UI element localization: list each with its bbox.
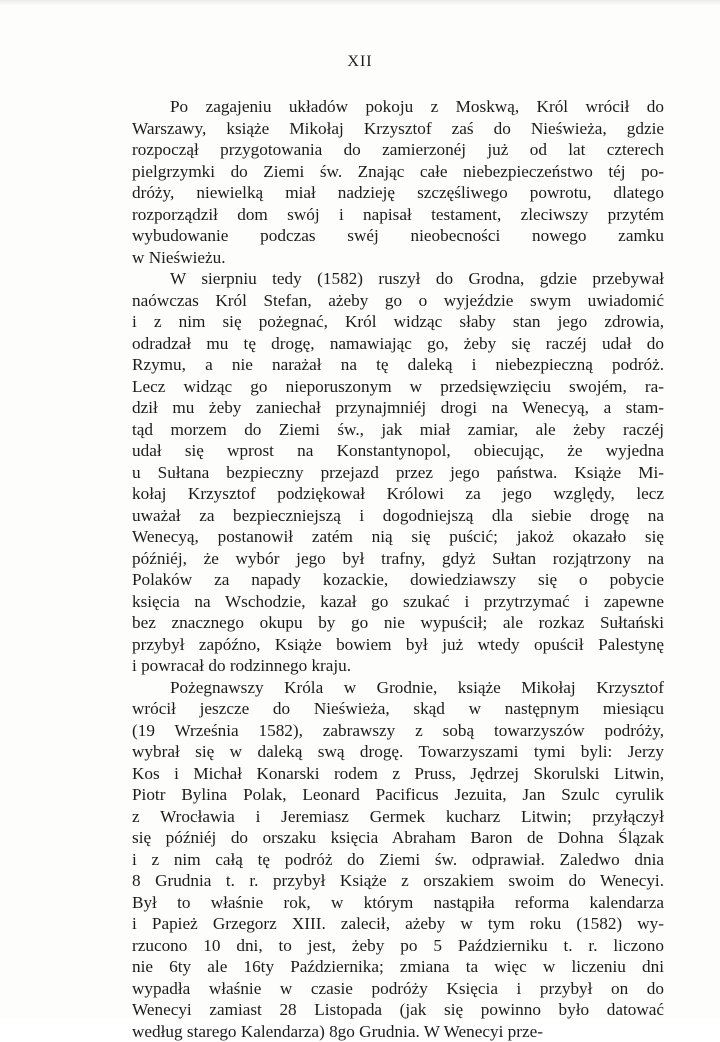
page-number: XII — [0, 53, 720, 71]
text-line: późniéj, że wybór jego był trafny, gdyż Sułtan rozjątrzony na — [132, 548, 664, 570]
text-line: uważał za bezpieczniejszą i dogodniejszą dla siebie drogę na — [132, 505, 664, 527]
text-line: Był to właśnie rok, w którym nastąpiła reforma kalendarza — [132, 892, 664, 914]
text-line: Po zagajeniu układów pokoju z Moskwą, Król wrócił do — [132, 96, 664, 118]
text-line: rozporządził dom swój i napisał testament, zleciwszy przytém — [132, 204, 664, 226]
text-line: Kos i Michał Konarski rodem z Pruss, Jędrzej Skorulski Litwin, — [132, 763, 664, 785]
text-line: udał się wprost na Konstantynopol, obiecując, że wyjedna — [132, 440, 664, 462]
scan-edge — [0, 0, 720, 6]
paragraph — [132, 96, 664, 268]
text-line: odradzał mu tę drogę, namawiając go, żeby się raczéj udał do — [132, 333, 664, 355]
text-line: w Nieświeżu. — [132, 247, 664, 269]
text-line: Pożegnawszy Króla w Grodnie, książe Mikołaj Krzysztof — [132, 677, 664, 699]
text-line: u Sułtana bezpieczny przejazd przez jego państwa. Książe Mi- — [132, 462, 664, 484]
paragraph — [132, 677, 664, 1042]
text-line: Polaków za napady kozackie, dowiedziawszy się o pobycie — [132, 569, 664, 591]
text-line: Wenecyi zamiast 28 Listopada (jak się powinno było datować — [132, 999, 664, 1021]
text-line: nie 6ty ale 16ty Października; zmiana ta więc w liczeniu dni — [132, 956, 664, 978]
text-line: i z nim się pożegnać, Król widząc słaby stan jego zdrowia, — [132, 311, 664, 333]
text-line: wypadła właśnie w czasie podróży Księcia i przybył on do — [132, 978, 664, 1000]
text-line: się późniéj do orszaku księcia Abraham Baron de Dohna Ślązak — [132, 827, 664, 849]
text-line: wybudowanie podczas swéj nieobecności nowego zamku — [132, 225, 664, 247]
text-line: bez znacznego okupu by go nie wypuścił; ale rozkaz Sułtański — [132, 612, 664, 634]
text-line: rzucono 10 dni, to jest, żeby po 5 Październiku t. r. liczono — [132, 935, 664, 957]
text-line: tąd morzem do Ziemi św., jak miał zamiar, ale żeby raczéj — [132, 419, 664, 441]
text-line: Lecz widząc go nieporuszonym w przedsięwzięciu swojém, ra- — [132, 376, 664, 398]
text-line: Rzymu, a nie narażał na tę daleką i niebezpieczną podróż. — [132, 354, 664, 376]
text-line: dził mu żeby zaniechał przynajmniéj drogi na Wenecyą, a stam- — [132, 397, 664, 419]
text-line: Wenecyą, postanowił zatém nią się puścić; jakoż okazało się — [132, 526, 664, 548]
text-line: 8 Grudnia t. r. przybył Książe z orszakiem swoim do Wenecyi. — [132, 870, 664, 892]
text-line: dróży, niewielką miał nadzieję szczęśliwego powrotu, dlatego — [132, 182, 664, 204]
paragraph — [132, 268, 664, 677]
text-line: (19 Września 1582), zabrawszy z sobą towarzyszów podróży, — [132, 720, 664, 742]
text-line: Piotr Bylina Polak, Leonard Pacificus Jezuita, Jan Szulc cyrulik — [132, 784, 664, 806]
text-line: W sierpniu tedy (1582) ruszył do Grodna, gdzie przebywał — [132, 268, 664, 290]
text-line: wrócił jeszcze do Nieświeża, skąd w następnym miesiącu — [132, 698, 664, 720]
text-line: pielgrzymki do Ziemi św. Znając całe niebezpieczeństwo téj po- — [132, 161, 664, 183]
text-line: z Wrocławia i Jeremiasz Germek kucharz Litwin; przyłączył — [132, 806, 664, 828]
text-line: kołaj Krzysztof podziękował Królowi za jego względy, lecz — [132, 483, 664, 505]
text-line: i z nim całą tę podróż do Ziemi św. odprawiał. Zaledwo dnia — [132, 849, 664, 871]
text-line: naówczas Król Stefan, ażeby go o wyjeździe swym uwiadomić — [132, 290, 664, 312]
text-line: przybył zapóźno, Książe bowiem był już wtedy opuścił Palestynę — [132, 634, 664, 656]
text-line: i Papież Grzegorz XIII. zalecił, ażeby w tym roku (1582) wy- — [132, 913, 664, 935]
text-line: według starego Kalendarza) 8go Grudnia. W Wenecyi prze- — [132, 1021, 664, 1042]
text-line: rozpoczął przygotowania do zamierzonéj już od lat czterech — [132, 139, 664, 161]
text-line: wybrał się w daleką swą drogę. Towarzyszami tymi byli: Jerzy — [132, 741, 664, 763]
text-line: i powracał do rodzinnego kraju. — [132, 655, 664, 677]
body-text — [132, 96, 664, 1042]
text-line: księcia na Wschodzie, kazał go szukać i przytrzymać i zapewne — [132, 591, 664, 613]
text-line: Warszawy, książe Mikołaj Krzysztof zaś do Nieświeża, gdzie — [132, 118, 664, 140]
